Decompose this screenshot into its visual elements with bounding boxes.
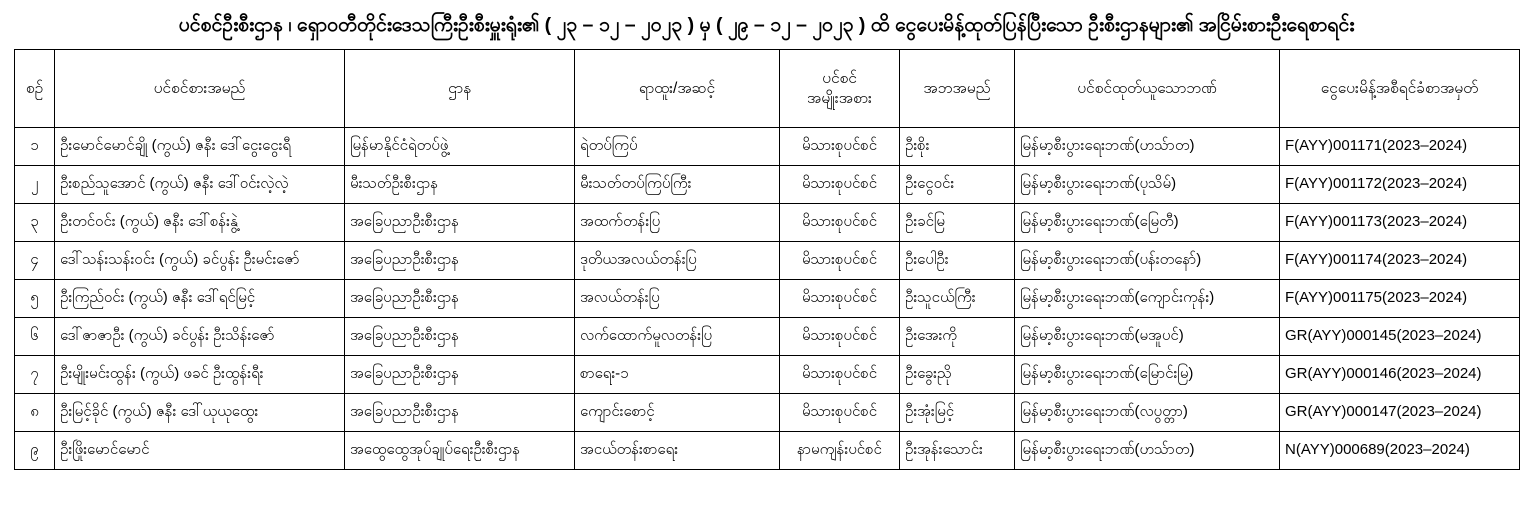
cell-bank: မြန်မာ့စီးပွားရေးဘဏ်(မအူပင်) bbox=[1015, 318, 1280, 356]
cell-reference-number: GR(AYY)000145(2023–2024) bbox=[1280, 318, 1520, 356]
cell-position: ရဲတပ်ကြပ် bbox=[575, 128, 780, 166]
cell-position: အလယ်တန်းပြ bbox=[575, 280, 780, 318]
cell-serial: ၁ bbox=[15, 128, 55, 166]
cell-position: စာရေး-၁ bbox=[575, 356, 780, 394]
cell-father-name: ဦးခွေးညို bbox=[900, 356, 1015, 394]
cell-pension-type: မိသားစုပင်စင် bbox=[780, 280, 900, 318]
column-header-father-name: အဘအမည် bbox=[900, 50, 1015, 128]
cell-position: အထက်တန်းပြ bbox=[575, 204, 780, 242]
cell-department: အခြေပညာဦးစီးဌာန bbox=[345, 242, 575, 280]
cell-serial: ၈ bbox=[15, 394, 55, 432]
cell-father-name: ဦးအေးကို bbox=[900, 318, 1015, 356]
cell-pension-type: မိသားစုပင်စင် bbox=[780, 204, 900, 242]
page-title: ပင်စင်ဦးစီးဌာန ၊ ရှောဝတီတိုင်းဒေသကြီးဦးစီးမှူးရုံး၏ ( ၂၃ – ၁၂ – ၂၀၂၃ ) မှ ( ၂၉ – ၁၂ – ၂၀၂၃ ) ထိ ငွေပေးမိန့်ထုတ်ပြန်ပြီးသော ဦးစီးဌာနများ၏ အငြိမ်းစားဦးရေစာရင်း bbox=[178, 14, 1355, 36]
table-row bbox=[15, 356, 1520, 394]
pension-type-header-line1: ပင်စင် bbox=[822, 70, 857, 88]
cell-father-name: ဦးပေါဦး bbox=[900, 242, 1015, 280]
cell-pension-type: မိသားစုပင်စင် bbox=[780, 242, 900, 280]
cell-pensioner-name: ဦးကြည်ဝင်း (ကွယ်) ဇနီး ဒေါ်ရင်မြင့် bbox=[55, 280, 345, 318]
cell-bank: မြန်မာ့စီးပွားရေးဘဏ်(ဟသ်ာတ) bbox=[1015, 432, 1280, 470]
column-header-pension-type bbox=[780, 50, 900, 128]
cell-serial: ၃ bbox=[15, 204, 55, 242]
table-container bbox=[0, 49, 1533, 470]
cell-serial: ၉ bbox=[15, 432, 55, 470]
cell-reference-number: GR(AYY)000146(2023–2024) bbox=[1280, 356, 1520, 394]
cell-father-name: ဦးအုံးမြင့် bbox=[900, 394, 1015, 432]
cell-father-name: ဦးငွေဝင်း bbox=[900, 166, 1015, 204]
cell-pension-type: မိသားစုပင်စင် bbox=[780, 128, 900, 166]
cell-reference-number: N(AYY)000689(2023–2024) bbox=[1280, 432, 1520, 470]
cell-pension-type: မိသားစုပင်စင် bbox=[780, 166, 900, 204]
column-header-pensioner-name: ပင်စင်စားအမည် bbox=[55, 50, 345, 128]
cell-father-name: ဦးစိုး bbox=[900, 128, 1015, 166]
column-header-serial: စဉ် bbox=[15, 50, 55, 128]
cell-position: အငယ်တန်းစာရေး bbox=[575, 432, 780, 470]
table-row bbox=[15, 280, 1520, 318]
cell-department: မြန်မာနိုင်ငံရဲတပ်ဖွဲ့ bbox=[345, 128, 575, 166]
table-row bbox=[15, 166, 1520, 204]
cell-serial: ၆ bbox=[15, 318, 55, 356]
cell-pensioner-name: ဦးဖြိုးမောင်မောင် bbox=[55, 432, 345, 470]
pension-register-table bbox=[14, 49, 1520, 470]
table-row bbox=[15, 318, 1520, 356]
table-row bbox=[15, 394, 1520, 432]
cell-reference-number: F(AYY)001174(2023–2024) bbox=[1280, 242, 1520, 280]
table-header-row bbox=[15, 50, 1520, 128]
table-row bbox=[15, 128, 1520, 166]
cell-bank: မြန်မာ့စီးပွားရေးဘဏ်(ပန်းတနော်) bbox=[1015, 242, 1280, 280]
table-header bbox=[15, 50, 1520, 128]
cell-serial: ၇ bbox=[15, 356, 55, 394]
cell-pensioner-name: ဒေါ်သန်းသန်းဝင်း (ကွယ်) ခင်ပွန်း ဦးမင်းဇော် bbox=[55, 242, 345, 280]
cell-reference-number: GR(AYY)000147(2023–2024) bbox=[1280, 394, 1520, 432]
cell-father-name: ဦးခင်မြ bbox=[900, 204, 1015, 242]
cell-pension-type: နာမကျန်းပင်စင် bbox=[780, 432, 900, 470]
cell-father-name: ဦးသူငယ်ကြီး bbox=[900, 280, 1015, 318]
cell-position: ဒုတိယအလယ်တန်းပြ bbox=[575, 242, 780, 280]
cell-pensioner-name: ဦးစည်သူအောင် (ကွယ်) ဇနီး ဒေါ်ဝင်းလဲ့လဲ့ bbox=[55, 166, 345, 204]
cell-reference-number: F(AYY)001173(2023–2024) bbox=[1280, 204, 1520, 242]
cell-bank: မြန်မာ့စီးပွားရေးဘဏ်(ပုသိမ်) bbox=[1015, 166, 1280, 204]
cell-pensioner-name: ဦးမြင့်ခိုင် (ကွယ်) ဇနီး ဒေါ်ယုယုထွေး bbox=[55, 394, 345, 432]
cell-department: အထွေထွေအုပ်ချုပ်ရေးဦးစီးဌာန bbox=[345, 432, 575, 470]
cell-bank: မြန်မာ့စီးပွားရေးဘဏ်(လပွတ္တာ) bbox=[1015, 394, 1280, 432]
table-body bbox=[15, 128, 1520, 470]
table-row bbox=[15, 432, 1520, 470]
pension-type-header-line2: အမျိုးအစား bbox=[807, 89, 872, 107]
cell-position: မီးသတ်တပ်ကြပ်ကြီး bbox=[575, 166, 780, 204]
table-row bbox=[15, 204, 1520, 242]
cell-pensioner-name: ဦးမောင်မောင်ချို (ကွယ်) ဇနီး ဒေါ်ငွေးငွေးရီ bbox=[55, 128, 345, 166]
cell-reference-number: F(AYY)001171(2023–2024) bbox=[1280, 128, 1520, 166]
cell-serial: ၅ bbox=[15, 280, 55, 318]
cell-pensioner-name: ဦးမျိုးမင်းထွန်း (ကွယ်) ဖခင် ဦးထွန်းရီး bbox=[55, 356, 345, 394]
cell-position: ကျောင်းစောင့် bbox=[575, 394, 780, 432]
cell-department: အခြေပညာဦးစီးဌာန bbox=[345, 204, 575, 242]
cell-bank: မြန်မာ့စီးပွားရေးဘဏ်(ကျောင်းကုန်း) bbox=[1015, 280, 1280, 318]
cell-pension-type: မိသားစုပင်စင် bbox=[780, 356, 900, 394]
cell-serial: ၄ bbox=[15, 242, 55, 280]
cell-department: အခြေပညာဦးစီးဌာန bbox=[345, 394, 575, 432]
column-header-position: ရာထူး/အဆင့် bbox=[575, 50, 780, 128]
cell-bank: မြန်မာ့စီးပွားရေးဘဏ်(မြောင်းမြ) bbox=[1015, 356, 1280, 394]
column-header-department: ဌာန bbox=[345, 50, 575, 128]
table-row bbox=[15, 242, 1520, 280]
cell-pension-type: မိသားစုပင်စင် bbox=[780, 318, 900, 356]
cell-department: အခြေပညာဦးစီးဌာန bbox=[345, 356, 575, 394]
cell-reference-number: F(AYY)001172(2023–2024) bbox=[1280, 166, 1520, 204]
cell-bank: မြန်မာ့စီးပွားရေးဘဏ်(ဟသ်ာတ) bbox=[1015, 128, 1280, 166]
cell-pensioner-name: ဦးတင်ဝင်း (ကွယ်) ဇနီး ဒေါ်စန်းနွဲ့ bbox=[55, 204, 345, 242]
cell-bank: မြန်မာ့စီးပွားရေးဘဏ်(မြေတီ) bbox=[1015, 204, 1280, 242]
cell-serial: ၂ bbox=[15, 166, 55, 204]
cell-position: လက်ထောက်မူလတန်းပြ bbox=[575, 318, 780, 356]
column-header-reference-number: ငွေပေးမိန့်အစီရင်ခံစာအမှတ် bbox=[1280, 50, 1520, 128]
column-header-bank: ပင်စင်ထုတ်ယူသောဘဏ် bbox=[1015, 50, 1280, 128]
cell-department: မီးသတ်ဦးစီးဌာန bbox=[345, 166, 575, 204]
cell-reference-number: F(AYY)001175(2023–2024) bbox=[1280, 280, 1520, 318]
cell-pensioner-name: ဒေါ်ဇာဇာဦး (ကွယ်) ခင်ပွန်း ဦးသိန်းဇော် bbox=[55, 318, 345, 356]
cell-pension-type: မိသားစုပင်စင် bbox=[780, 394, 900, 432]
cell-department: အခြေပညာဦးစီးဌာန bbox=[345, 280, 575, 318]
cell-department: အခြေပညာဦးစီးဌာန bbox=[345, 318, 575, 356]
cell-father-name: ဦးအုန်းသောင်း bbox=[900, 432, 1015, 470]
